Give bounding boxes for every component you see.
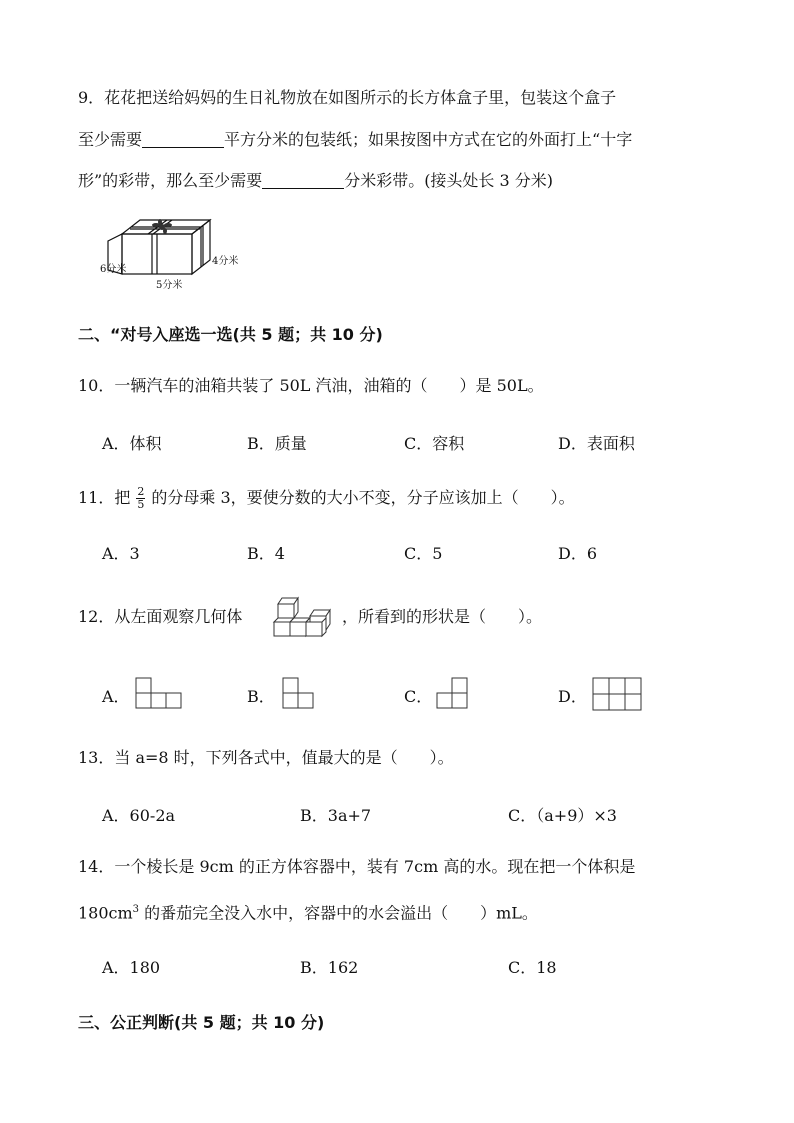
q9-line3 [78, 171, 553, 191]
solid-figure [272, 594, 334, 640]
q12-option-b[interactable]: B． [247, 687, 275, 706]
q12-option-c[interactable]: C． [404, 687, 433, 706]
q14-option-a[interactable]: A．180 [102, 958, 161, 977]
q9-line2 [78, 130, 632, 150]
label-5dm: 5分米 [156, 280, 183, 291]
q14-option-b[interactable]: B．162 [300, 958, 359, 977]
fraction-denominator: 5 [137, 498, 145, 511]
q14-line2-rest: 的番茄完全没入水中，容器中的水会溢出（ ）mL。 [139, 903, 538, 923]
q12-option-a-shape [135, 677, 185, 709]
q13-option-a[interactable]: A．60-2a [102, 806, 176, 825]
q14-volume: 180cm [78, 903, 133, 923]
q11-option-d[interactable]: D．6 [558, 544, 598, 563]
q9-line1: 9．花花把送给妈妈的生日礼物放在如图所示的长方体盒子里，包装这个盒子 [78, 88, 617, 107]
q12-option-b-shape [282, 677, 318, 709]
q14-option-c[interactable]: C．18 [508, 958, 557, 977]
q14-line2 [78, 900, 538, 923]
q11-line [78, 486, 575, 511]
q10-text: 10．一辆汽车的油箱共装了 50L 汽油，油箱的（ ）是 50L。 [78, 376, 544, 395]
q11-fraction [136, 486, 145, 511]
q12-option-d-shape [592, 677, 644, 711]
fraction-numerator: 2 [137, 485, 145, 498]
q14-line1: 14．一个棱长是 9cm 的正方体容器中，装有 7cm 高的水。现在把一个体积是 [78, 857, 636, 876]
q11-prefix: 11．把 [78, 488, 131, 507]
label-6dm: 6分米 [100, 264, 127, 275]
section2-title: 二、“对号入座选一选(共 5 题；共 10 分) [78, 325, 383, 344]
q13-text: 13．当 a=8 时，下列各式中，值最大的是（ ）。 [78, 748, 454, 767]
q10-option-d[interactable]: D．表面积 [558, 434, 635, 453]
q12-suffix: ，所看到的形状是（ ）。 [342, 607, 543, 626]
q9-line3-b: 分米彩带。(接头处长 3 分米) [344, 171, 554, 190]
label-4dm: 4分米 [212, 256, 239, 267]
q9-blank-2[interactable] [262, 172, 344, 189]
q12-option-a[interactable]: A． [102, 687, 130, 706]
q9-blank-1[interactable] [142, 131, 224, 148]
q9-line2-a: 至少需要 [78, 130, 143, 149]
q9-line3-a: 形”的彩带，那么至少需要 [78, 171, 263, 190]
q10-option-a[interactable]: A．体积 [102, 434, 162, 453]
q10-option-c[interactable]: C．容积 [404, 434, 465, 453]
q10-option-b[interactable]: B．质量 [247, 434, 307, 453]
gift-box-figure [100, 214, 240, 294]
q14-superscript: 3 [132, 904, 140, 915]
q11-option-b[interactable]: B．4 [247, 544, 285, 563]
q13-option-c[interactable]: C．（a+9）×3 [508, 806, 617, 825]
bow-icon [152, 219, 172, 234]
q11-option-c[interactable]: C．5 [404, 544, 443, 563]
q12-option-d[interactable]: D． [558, 687, 587, 706]
q11-option-a[interactable]: A．3 [102, 544, 140, 563]
q13-option-b[interactable]: B．3a+7 [300, 806, 372, 825]
q12-option-c-shape [436, 677, 472, 709]
section3-title: 三、公正判断(共 5 题；共 10 分) [78, 1013, 325, 1032]
q11-suffix: 的分母乘 3，要使分数的大小不变，分子应该加上（ ）。 [151, 488, 575, 507]
q9-line2-b: 平方分米的包装纸；如果按图中方式在它的外面打上“十字 [224, 130, 633, 149]
q12-prefix: 12．从左面观察几何体 [78, 607, 243, 626]
